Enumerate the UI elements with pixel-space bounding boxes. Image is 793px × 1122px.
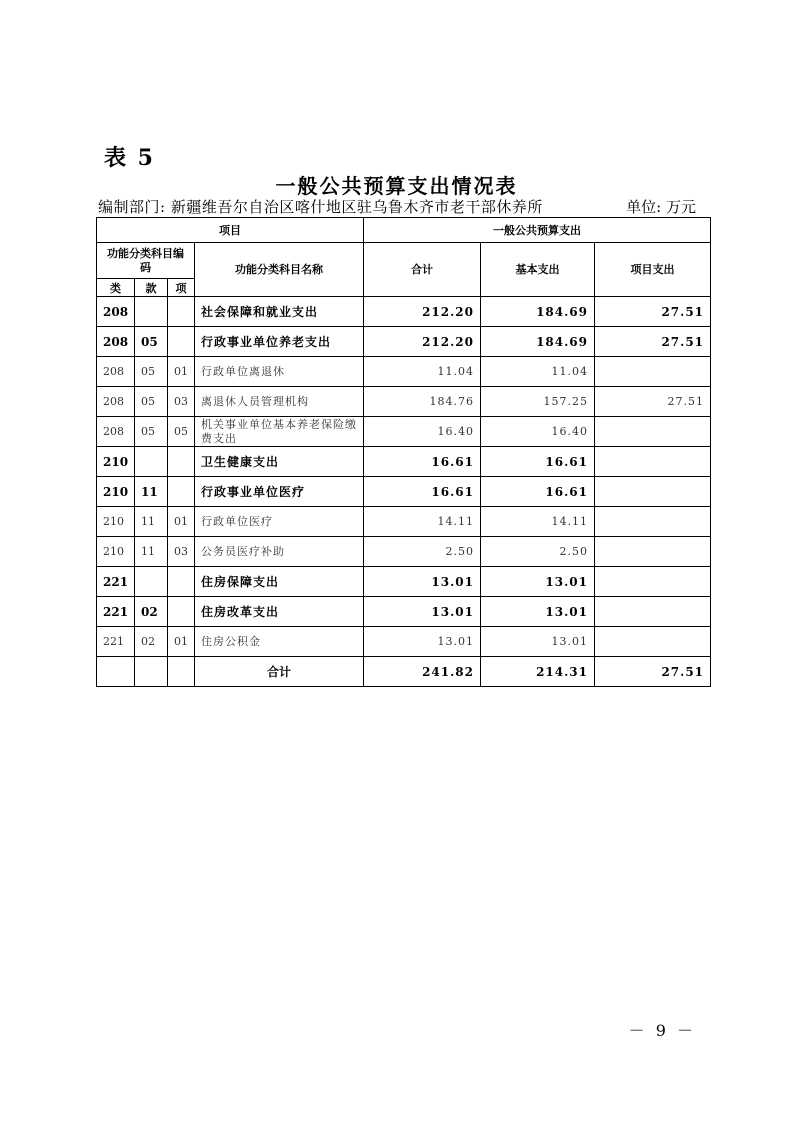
cell-lei: 208 (97, 387, 135, 417)
cell-basic: 184.69 (481, 297, 595, 327)
cell-basic: 14.11 (481, 507, 595, 537)
cell-project (595, 357, 711, 387)
budget-table (96, 217, 711, 687)
total-sum: 241.82 (364, 657, 481, 687)
page-number: － 9 － (628, 1021, 696, 1040)
table-row (97, 417, 711, 447)
table-row (97, 297, 711, 327)
cell-name: 住房保障支出 (195, 567, 364, 597)
cell-basic: 13.01 (481, 627, 595, 657)
cell-basic: 184.69 (481, 327, 595, 357)
cell-lei: 210 (97, 447, 135, 477)
cell-project (595, 507, 711, 537)
table-row (97, 627, 711, 657)
cell-xiang: 03 (168, 537, 195, 567)
cell-lei (97, 657, 135, 687)
cell-project (595, 567, 711, 597)
cell-lei: 210 (97, 537, 135, 567)
cell-project: 27.51 (595, 387, 711, 417)
cell-xiang (168, 477, 195, 507)
header-xiang: 项 (168, 279, 195, 297)
header-lei: 类 (97, 279, 135, 297)
cell-total: 2.50 (364, 537, 481, 567)
table-row (97, 477, 711, 507)
cell-lei: 208 (97, 417, 135, 447)
cell-lei: 221 (97, 627, 135, 657)
cell-xiang: 05 (168, 417, 195, 447)
cell-project (595, 417, 711, 447)
cell-name: 行政事业单位养老支出 (195, 327, 364, 357)
cell-kuan: 05 (135, 387, 168, 417)
cell-xiang: 01 (168, 627, 195, 657)
cell-kuan (135, 567, 168, 597)
cell-name: 机关事业单位基本养老保险缴费支出 (195, 417, 364, 447)
table-row (97, 537, 711, 567)
cell-lei: 210 (97, 477, 135, 507)
cell-name: 行政单位离退休 (195, 357, 364, 387)
table-row (97, 387, 711, 417)
cell-total: 16.61 (364, 447, 481, 477)
cell-name: 住房公积金 (195, 627, 364, 657)
cell-project (595, 627, 711, 657)
cell-basic: 157.25 (481, 387, 595, 417)
cell-project (595, 537, 711, 567)
cell-kuan: 05 (135, 417, 168, 447)
cell-lei: 221 (97, 597, 135, 627)
cell-total: 13.01 (364, 627, 481, 657)
cell-name: 行政单位医疗 (195, 507, 364, 537)
cell-total: 212.20 (364, 327, 481, 357)
cell-kuan (135, 657, 168, 687)
cell-project (595, 447, 711, 477)
cell-xiang (168, 297, 195, 327)
table-row (97, 597, 711, 627)
cell-kuan: 02 (135, 627, 168, 657)
cell-kuan (135, 447, 168, 477)
table-number: 表 5 (104, 145, 155, 171)
cell-project (595, 477, 711, 507)
table-row (97, 357, 711, 387)
cell-name: 住房改革支出 (195, 597, 364, 627)
cell-project (595, 597, 711, 627)
cell-kuan: 11 (135, 477, 168, 507)
cell-total: 16.40 (364, 417, 481, 447)
cell-name: 离退休人员管理机构 (195, 387, 364, 417)
total-row (97, 657, 711, 687)
cell-project: 27.51 (595, 327, 711, 357)
cell-total: 14.11 (364, 507, 481, 537)
cell-total: 212.20 (364, 297, 481, 327)
cell-basic: 11.04 (481, 357, 595, 387)
table-row (97, 327, 711, 357)
cell-kuan (135, 297, 168, 327)
cell-xiang (168, 597, 195, 627)
header-budget: 一般公共预算支出 (364, 218, 711, 243)
cell-xiang (168, 327, 195, 357)
header-name: 功能分类科目名称 (195, 243, 364, 297)
cell-name: 社会保障和就业支出 (195, 297, 364, 327)
cell-name: 公务员医疗补助 (195, 537, 364, 567)
cell-lei: 210 (97, 507, 135, 537)
total-label: 合计 (195, 657, 364, 687)
header-basic: 基本支出 (481, 243, 595, 297)
cell-basic: 13.01 (481, 597, 595, 627)
cell-kuan: 05 (135, 327, 168, 357)
cell-xiang (168, 657, 195, 687)
table-row (97, 567, 711, 597)
cell-basic: 2.50 (481, 537, 595, 567)
total-basic: 214.31 (481, 657, 595, 687)
header-code: 功能分类科目编码 (97, 243, 195, 279)
table-row (97, 447, 711, 477)
cell-xiang: 01 (168, 507, 195, 537)
cell-kuan: 05 (135, 357, 168, 387)
cell-total: 11.04 (364, 357, 481, 387)
cell-name: 卫生健康支出 (195, 447, 364, 477)
page-title: 一般公共预算支出情况表 (275, 174, 518, 198)
cell-basic: 16.40 (481, 417, 595, 447)
cell-basic: 16.61 (481, 447, 595, 477)
cell-xiang (168, 567, 195, 597)
cell-total: 16.61 (364, 477, 481, 507)
cell-total: 13.01 (364, 567, 481, 597)
cell-xiang: 03 (168, 387, 195, 417)
cell-lei: 208 (97, 357, 135, 387)
cell-xiang (168, 447, 195, 477)
cell-lei: 208 (97, 327, 135, 357)
header-kuan: 款 (135, 279, 168, 297)
cell-kuan: 02 (135, 597, 168, 627)
cell-basic: 16.61 (481, 477, 595, 507)
table-row (97, 507, 711, 537)
cell-lei: 221 (97, 567, 135, 597)
header-project: 项目支出 (595, 243, 711, 297)
unit-label: 单位: 万元 (626, 198, 696, 216)
cell-xiang: 01 (168, 357, 195, 387)
cell-total: 184.76 (364, 387, 481, 417)
total-project: 27.51 (595, 657, 711, 687)
compiling-department: 编制部门: 新疆维吾尔自治区喀什地区驻乌鲁木齐市老干部休养所 (98, 198, 543, 216)
header-item: 项目 (97, 218, 364, 243)
cell-kuan: 11 (135, 507, 168, 537)
cell-kuan: 11 (135, 537, 168, 567)
cell-project: 27.51 (595, 297, 711, 327)
cell-total: 13.01 (364, 597, 481, 627)
cell-basic: 13.01 (481, 567, 595, 597)
cell-name: 行政事业单位医疗 (195, 477, 364, 507)
cell-lei: 208 (97, 297, 135, 327)
header-total: 合计 (364, 243, 481, 297)
